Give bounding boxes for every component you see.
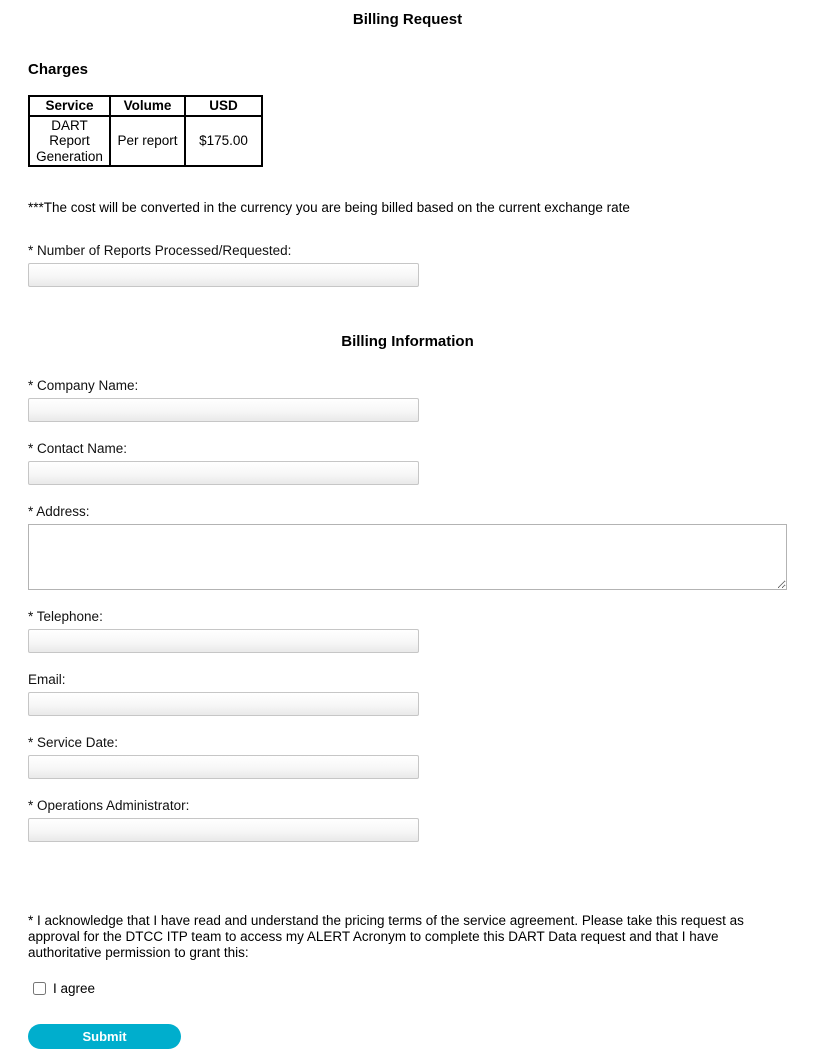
charges-table-header-volume: Volume [110,96,185,116]
charges-cell-service: DART Report Generation [29,116,110,167]
telephone-label: * Telephone: [28,609,103,625]
table-row [29,116,262,167]
charges-table-header-usd: USD [185,96,262,116]
email-field-group [28,672,787,716]
service-date-field-group [28,735,787,779]
email-field[interactable] [28,692,419,716]
currency-conversion-note: ***The cost will be converted in the currency you are being billed based on the current exchange rate [28,200,630,216]
charges-table [28,95,263,167]
charges-table-header-service: Service [29,96,110,116]
acknowledgement-text: * I acknowledge that I have read and understand the pricing terms of the service agreement. Please take this request as approval for the DTCC ITP team to access my ALERT Acronym to complete this DART Data request and that I have authoritative permission to grant this: [28,913,744,960]
address-field-group [28,504,787,590]
agree-row [28,981,787,996]
charges-cell-usd: $175.00 [185,116,262,167]
reports-field-group [28,243,787,287]
reports-input[interactable] [28,263,419,287]
billing-request-page [0,11,818,1059]
company-name-label: * Company Name: [28,378,139,394]
charges-heading: Charges [28,61,89,78]
contact-name-field-group [28,441,787,485]
telephone-field-group [28,609,787,653]
page-title: Billing Request [352,11,463,28]
charges-table-header-row [29,96,262,116]
service-date-label: * Service Date: [28,735,119,751]
submit-button[interactable]: Submit [28,1024,181,1049]
service-date-input[interactable] [28,755,419,779]
i-agree-checkbox[interactable] [33,982,46,995]
company-name-input[interactable] [28,398,419,422]
charges-cell-volume: Per report [110,116,185,167]
billing-information-heading: Billing Information [341,333,474,351]
address-label: * Address: [28,504,90,520]
operations-administrator-input[interactable] [28,818,419,842]
company-name-field-group [28,378,787,422]
email-label: Email: [28,672,66,688]
reports-label: * Number of Reports Processed/Requested: [28,243,292,259]
i-agree-label: I agree [53,980,96,996]
telephone-input[interactable] [28,629,419,653]
operations-administrator-field-group [28,798,787,842]
contact-name-input[interactable] [28,461,419,485]
operations-administrator-label: * Operations Administrator: [28,798,190,814]
contact-name-label: * Contact Name: [28,441,128,457]
address-textarea[interactable] [28,524,787,590]
